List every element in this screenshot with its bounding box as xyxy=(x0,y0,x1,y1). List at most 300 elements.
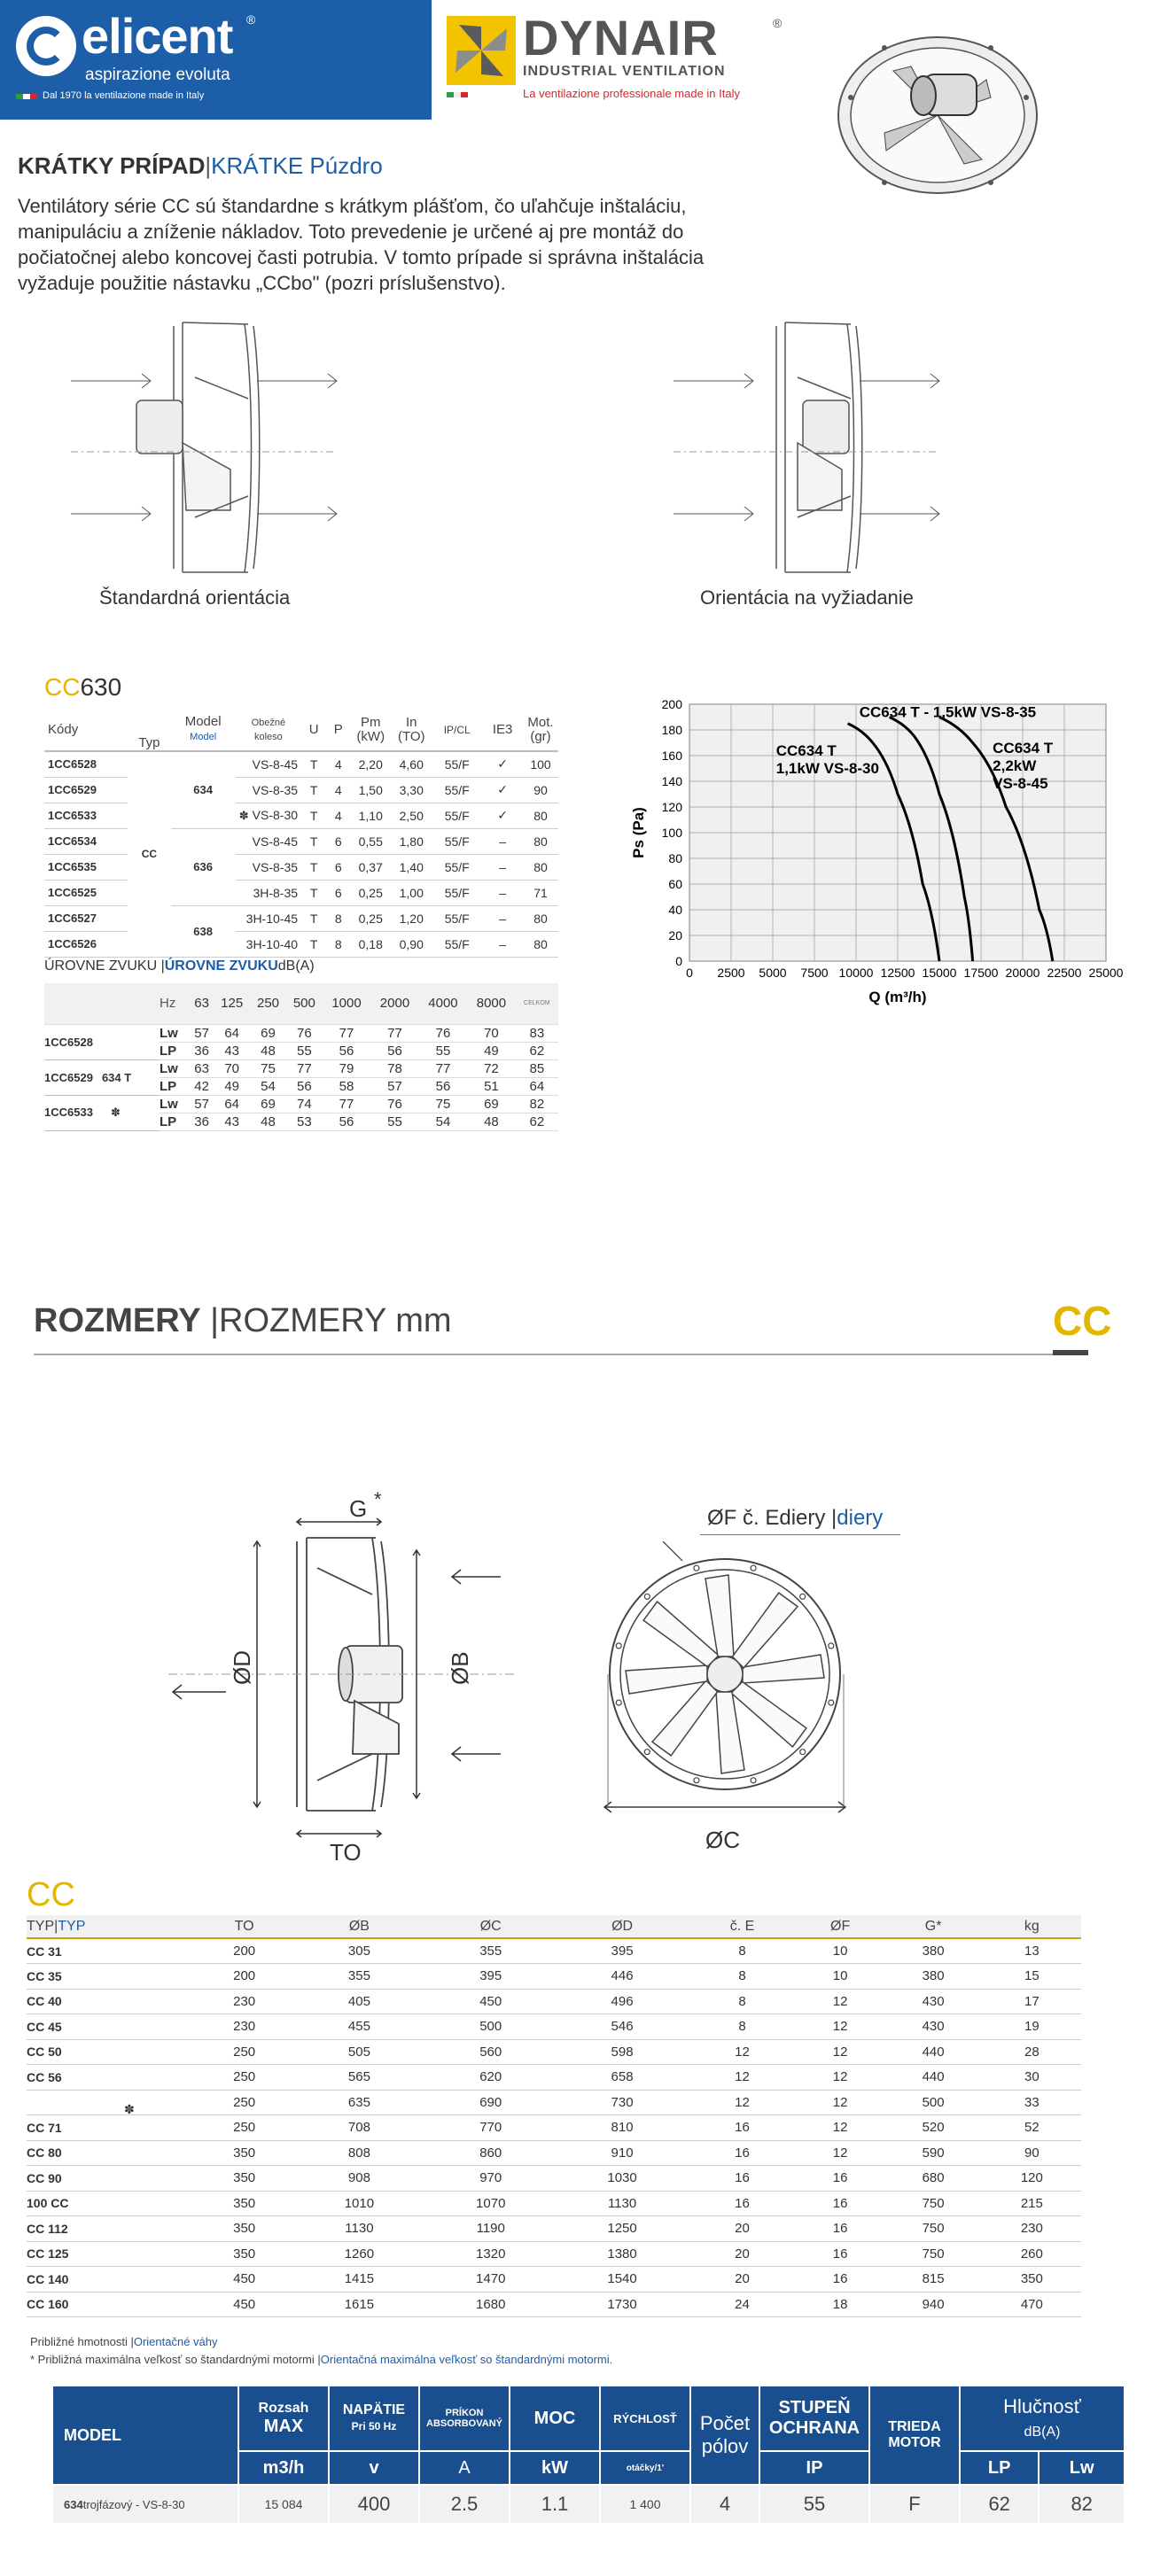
dims-badge: CC xyxy=(1053,1298,1112,1344)
mt-speed: 1 400 xyxy=(600,2485,690,2524)
dims-type: CC 71 xyxy=(27,2115,195,2141)
dims-value: 20 xyxy=(688,2216,797,2242)
spec-u: T xyxy=(301,803,326,828)
model-table xyxy=(51,2385,1125,2525)
mt-power: 1.1 xyxy=(510,2485,600,2524)
chart-annotation: CC634 T xyxy=(775,742,837,759)
dims-table xyxy=(27,1915,1081,2317)
noise-value: 42 xyxy=(190,1077,214,1095)
caption-standard: Štandardná orientácia xyxy=(99,586,291,609)
dims-value: 12 xyxy=(797,1989,884,2014)
spec-ip: 55/F xyxy=(432,905,482,931)
mounting-hole xyxy=(616,1700,621,1705)
noise-value: 63 xyxy=(190,1059,214,1077)
mt-h-volt xyxy=(329,2386,419,2451)
mt-h-prot-a: STUPEŇ xyxy=(778,2398,851,2417)
elicent-e-icon xyxy=(16,16,76,76)
spec-table xyxy=(44,709,558,958)
dims-value: 12 xyxy=(797,2090,884,2115)
noise-band: 250 xyxy=(250,983,286,1024)
mt-h-range-b: MAX xyxy=(263,2416,304,2436)
performance-chart xyxy=(620,687,1134,1014)
spec-p: 8 xyxy=(326,931,350,957)
spec-code: 1CC6535 xyxy=(44,854,128,880)
dims-value: 1415 xyxy=(293,2267,424,2293)
mounting-hole xyxy=(829,1700,834,1705)
dims-value: 440 xyxy=(884,2039,982,2065)
th-model-label: Model xyxy=(184,714,222,729)
spec-pm: 2,20 xyxy=(350,751,391,777)
noise-value: 56 xyxy=(323,1113,370,1130)
chart-annotation: CC634 T xyxy=(993,740,1054,757)
spec-ie3: ✓ xyxy=(482,751,523,777)
noise-value: 69 xyxy=(250,1024,286,1042)
chart-xtick: 5000 xyxy=(759,966,787,980)
label-f xyxy=(707,1506,883,1531)
dims-value: 8 xyxy=(688,1989,797,2014)
label-f-holes: diery xyxy=(779,1506,826,1530)
dims-type: CC 31 xyxy=(27,1938,195,1964)
chart-ytick: 40 xyxy=(668,903,682,917)
dims-value: 350 xyxy=(195,2241,293,2267)
note1-b: Orientačné váhy xyxy=(133,2335,218,2348)
dims-rule-accent xyxy=(1053,1350,1088,1355)
spec-title-prefix: CC xyxy=(44,673,81,701)
fan-blade xyxy=(643,1602,719,1667)
chart-xtick: 22500 xyxy=(1047,966,1082,980)
mt-volt: 400 xyxy=(329,2485,419,2524)
th-in: In (TO) xyxy=(391,709,432,751)
th-kg: kg xyxy=(983,1915,1081,1938)
mt-class: F xyxy=(869,2485,960,2524)
label-d: ØD xyxy=(229,1650,255,1685)
mt-lp: 62 xyxy=(960,2485,1039,2524)
dims-value: 940 xyxy=(884,2292,982,2317)
mt-model-rest: trojfázový - VS-8-30 xyxy=(82,2497,185,2511)
noise-value: 76 xyxy=(419,1024,467,1042)
noise-kind: Lw xyxy=(160,1024,190,1042)
intro-line: počiatočnej alebo koncovej časti potrubia. V tomto prípade si správna inštalácia xyxy=(18,246,705,268)
spec-code: 1CC6534 xyxy=(44,828,128,854)
dims-value: 250 xyxy=(195,2039,293,2065)
dims-value: 350 xyxy=(195,2216,293,2242)
dims-value: 305 xyxy=(293,1938,424,1964)
dynair-logo xyxy=(443,9,815,106)
dims-value: 20 xyxy=(688,2267,797,2293)
noise-value: 82 xyxy=(516,1095,558,1113)
spec-wheel: 3H-10-45 xyxy=(245,911,299,926)
noise-title-b: ÚROVNE ZVUKU xyxy=(164,958,278,974)
spec-wheel-cell xyxy=(236,803,301,828)
spec-pm: 0,25 xyxy=(350,880,391,905)
spec-wheel: 3H-10-40 xyxy=(245,936,299,951)
mt-u-amp: A xyxy=(419,2451,510,2485)
dims-value: 750 xyxy=(884,2216,982,2242)
dynair-name: DYNAIR xyxy=(523,10,719,66)
mounting-hole xyxy=(694,1778,699,1783)
spec-row xyxy=(44,777,558,803)
noise-row xyxy=(44,1095,558,1113)
th-u: U xyxy=(301,709,326,751)
chart-ytick: 120 xyxy=(661,800,682,814)
dynair-pinwheel-icon xyxy=(447,16,516,85)
dims-value: 20 xyxy=(688,2241,797,2267)
mt-h-prot-b: OCHRANA xyxy=(768,2418,860,2438)
chart-ytick: 200 xyxy=(661,697,682,711)
dims-row xyxy=(27,1938,1081,1964)
dims-type: CC 45 xyxy=(27,2014,195,2040)
spec-ip: 55/F xyxy=(432,828,482,854)
elicent-since: Dal 1970 la ventilazione made in Italy xyxy=(43,90,205,101)
mt-h-speed: RÝCHLOSŤ xyxy=(600,2386,690,2451)
th-f: ØF xyxy=(797,1915,884,1938)
noise-title xyxy=(44,958,315,974)
spec-mot: 71 xyxy=(523,880,558,905)
dims-value: 500 xyxy=(425,2014,557,2040)
dims-type: CC 56 xyxy=(27,2065,195,2091)
noise-code: 1CC6528 xyxy=(44,1035,93,1049)
dims-value: 120 xyxy=(983,2166,1081,2192)
dims-title-sep: | xyxy=(210,1302,220,1339)
dynair-tagline: INDUSTRIAL VENTILATION xyxy=(523,64,726,79)
dims-value: 1010 xyxy=(293,2191,424,2216)
noise-title-a: ÚROVNE ZVUKU xyxy=(44,958,158,974)
dims-type xyxy=(27,2090,195,2115)
dims-value: 810 xyxy=(557,2115,688,2141)
th-type: Typ xyxy=(128,709,170,751)
dims-rule xyxy=(34,1354,1053,1355)
dims-value: 750 xyxy=(884,2191,982,2216)
spec-in: 1,40 xyxy=(391,854,432,880)
noise-value: 76 xyxy=(370,1095,418,1113)
noise-mark: ✽ xyxy=(110,1106,121,1119)
dims-value: 470 xyxy=(983,2292,1081,2317)
spec-in: 0,90 xyxy=(391,931,432,957)
dims-value: 33 xyxy=(983,2090,1081,2115)
note2-b: Orientačná maximálna veľkosť so štandardnými motormi. xyxy=(320,2353,613,2366)
dims-value: 680 xyxy=(884,2166,982,2192)
label-f-holes-alt: diery xyxy=(837,1506,884,1530)
th-e: č. E xyxy=(688,1915,797,1938)
noise-value: 43 xyxy=(214,1042,250,1059)
dims-value: 355 xyxy=(293,1964,424,1990)
dims-row xyxy=(27,2115,1081,2141)
mounting-hole xyxy=(751,1565,756,1571)
spec-wheel: VS-8-30 xyxy=(252,808,299,822)
th-b: ØB xyxy=(293,1915,424,1938)
dims-mark: ✽ xyxy=(124,2102,135,2117)
dims-title-b: ROZMERY mm xyxy=(219,1302,452,1339)
mt-h-class xyxy=(869,2386,960,2485)
spec-wheel-cell xyxy=(236,854,301,880)
mt-h-noise xyxy=(960,2386,1125,2451)
spec-title xyxy=(44,673,121,702)
spec-in: 2,50 xyxy=(391,803,432,828)
dims-value: 12 xyxy=(688,2039,797,2065)
spec-wheel-cell xyxy=(236,828,301,854)
noise-code-cell xyxy=(44,1024,160,1059)
noise-value: 55 xyxy=(286,1042,323,1059)
dims-value: 350 xyxy=(195,2140,293,2166)
dims-value: 1730 xyxy=(557,2292,688,2317)
mounting-hole xyxy=(694,1565,699,1571)
dims-value: 590 xyxy=(884,2140,982,2166)
mt-u-range: m3/h xyxy=(238,2451,329,2485)
spec-code: 1CC6529 xyxy=(44,777,128,803)
noise-value: 62 xyxy=(516,1113,558,1130)
note2-a: * Približná maximálna veľkosť so štandardnými motormi xyxy=(30,2353,315,2366)
mt-h-class-b: MOTOR xyxy=(888,2435,941,2450)
mt-h-class-a: TRIEDA xyxy=(888,2419,941,2434)
spec-pm: 1,10 xyxy=(350,803,391,828)
label-f-main: ØF č. E xyxy=(707,1506,780,1530)
dims-value: 430 xyxy=(884,1989,982,2014)
dims-table-title: CC xyxy=(27,1876,75,1913)
spec-row xyxy=(44,905,558,931)
dims-value: 1615 xyxy=(293,2292,424,2317)
mt-h-noise-b: dB(A) xyxy=(1024,2425,1061,2440)
noise-value: 57 xyxy=(190,1024,214,1042)
dims-type: 100 CC xyxy=(27,2191,195,2216)
dims-row xyxy=(27,2090,1081,2115)
spec-wheel-cell xyxy=(236,751,301,777)
mt-h-model: MODEL xyxy=(52,2386,238,2485)
dims-side-drawing xyxy=(160,1488,549,1860)
dims-value: 1070 xyxy=(425,2191,557,2216)
spec-ie3: – xyxy=(482,931,523,957)
noise-kind: Lw xyxy=(160,1059,190,1077)
spec-in: 3,30 xyxy=(391,777,432,803)
dims-value: 24 xyxy=(688,2292,797,2317)
dims-note-2 xyxy=(30,2353,612,2366)
dims-type: CC 112 xyxy=(27,2216,195,2242)
noise-table xyxy=(44,983,558,1131)
noise-value: 49 xyxy=(467,1042,515,1059)
chart-xtick: 17500 xyxy=(963,966,999,980)
dims-value: 730 xyxy=(557,2090,688,2115)
dims-value: 658 xyxy=(557,2065,688,2091)
label-to: TO xyxy=(330,1839,362,1866)
mt-h-amp xyxy=(419,2386,510,2451)
dims-value: 16 xyxy=(797,2241,884,2267)
spec-pm: 1,50 xyxy=(350,777,391,803)
noise-value: 55 xyxy=(419,1042,467,1059)
spec-pm: 0,25 xyxy=(350,905,391,931)
spec-pm: 0,37 xyxy=(350,854,391,880)
dims-value: 90 xyxy=(983,2140,1081,2166)
mounting-hole xyxy=(616,1643,621,1649)
noise-code-cell xyxy=(44,1095,160,1130)
spec-type: CC xyxy=(128,751,170,957)
noise-value: 78 xyxy=(370,1059,418,1077)
th-model xyxy=(171,709,236,751)
dims-row xyxy=(27,2140,1081,2166)
dims-value: 1130 xyxy=(293,2216,424,2242)
spec-code: 1CC6533 xyxy=(44,803,128,828)
dims-value: 860 xyxy=(425,2140,557,2166)
note2-sep: | xyxy=(317,2353,321,2366)
spec-code: 1CC6525 xyxy=(44,880,128,905)
mounting-hole xyxy=(829,1643,834,1649)
dims-value: 450 xyxy=(195,2292,293,2317)
noise-value: 83 xyxy=(516,1024,558,1042)
dims-type: CC 90 xyxy=(27,2166,195,2192)
dims-value: 12 xyxy=(688,2090,797,2115)
noise-row xyxy=(44,1059,558,1077)
mt-h-noise-a: Hlučnosť xyxy=(1003,2395,1081,2417)
noise-band: 2000 xyxy=(370,983,418,1024)
spec-p: 4 xyxy=(326,803,350,828)
spec-mark: ✽ xyxy=(238,809,249,822)
spec-p: 6 xyxy=(326,880,350,905)
dims-value: 16 xyxy=(688,2140,797,2166)
dims-value: 12 xyxy=(797,2140,884,2166)
dims-value: 350 xyxy=(983,2267,1081,2293)
noise-value: 79 xyxy=(323,1059,370,1077)
dims-value: 690 xyxy=(425,2090,557,2115)
noise-band: 8000 xyxy=(467,983,515,1024)
dims-value: 450 xyxy=(195,2267,293,2293)
spec-wheel-cell xyxy=(236,777,301,803)
spec-wheel: VS-8-45 xyxy=(252,757,299,772)
dims-value: 455 xyxy=(293,2014,424,2040)
noise-value: 76 xyxy=(286,1024,323,1042)
spec-wheel-cell xyxy=(236,880,301,905)
dims-value: 1130 xyxy=(557,2191,688,2216)
th-typ-sep: | xyxy=(54,1918,58,1934)
spec-code: 1CC6528 xyxy=(44,751,128,777)
dims-value: 16 xyxy=(797,2267,884,2293)
noise-code: 1CC6529 xyxy=(44,1070,93,1084)
th-typ xyxy=(27,1915,195,1938)
dims-value: 496 xyxy=(557,1989,688,2014)
noise-value: 64 xyxy=(516,1077,558,1095)
dims-value: 750 xyxy=(884,2241,982,2267)
spec-in: 1,00 xyxy=(391,880,432,905)
dims-value: 380 xyxy=(884,1964,982,1990)
intro-title-sep: | xyxy=(205,152,212,179)
th-to: TO xyxy=(195,1915,293,1938)
dims-value: 970 xyxy=(425,2166,557,2192)
mt-h-amp-a: PRÍKON xyxy=(445,2408,484,2418)
spec-row xyxy=(44,880,558,905)
noise-value: 54 xyxy=(419,1113,467,1130)
dynair-sub: La ventilazione professionale made in Italy xyxy=(523,87,740,100)
noise-value: 56 xyxy=(370,1042,418,1059)
th-g: G* xyxy=(884,1915,982,1938)
elicent-name: elicent xyxy=(82,8,233,64)
dims-value: 815 xyxy=(884,2267,982,2293)
dims-row xyxy=(27,2014,1081,2040)
mt-h-range-a: Rozsah xyxy=(258,2400,309,2416)
spec-wheel: 3H-8-35 xyxy=(253,885,299,900)
noise-band: 4000 xyxy=(419,983,467,1024)
elicent-reg: ® xyxy=(246,12,256,27)
noise-value: 64 xyxy=(214,1024,250,1042)
chart-xtick: 12500 xyxy=(880,966,915,980)
spec-model: 636 xyxy=(171,828,236,905)
mt-amp: 2.5 xyxy=(419,2485,510,2524)
mt-model-bold: 634 xyxy=(64,2497,83,2511)
spec-ie3: – xyxy=(482,905,523,931)
intro-line: vyžaduje použitie nástavku „CCbo" (pozri príslušenstvo). xyxy=(18,272,506,294)
intro-title xyxy=(18,152,383,180)
chart-xlabel: Q (m³/h) xyxy=(868,989,927,1005)
mounting-hole xyxy=(751,1778,756,1783)
dims-value: 13 xyxy=(983,1938,1081,1964)
dims-value: 12 xyxy=(797,2014,884,2040)
label-g-star: * xyxy=(374,1488,382,1510)
spec-mot: 80 xyxy=(523,931,558,957)
intro-line: Ventilátory série CC sú štandardne s krátkym plášťom, čo uľahčuje inštaláciu, xyxy=(18,195,687,217)
dims-value: 12 xyxy=(797,2115,884,2141)
noise-value: 62 xyxy=(516,1042,558,1059)
dims-value: 8 xyxy=(688,1938,797,1964)
dims-value: 200 xyxy=(195,1938,293,1964)
dims-value: 30 xyxy=(983,2065,1081,2091)
spec-u: T xyxy=(301,828,326,854)
th-ie3: IE3 xyxy=(482,709,523,751)
dims-value: 12 xyxy=(797,2065,884,2091)
th-c: ØC xyxy=(425,1915,557,1938)
th-typ-alt: TYP xyxy=(58,1918,86,1934)
dims-row xyxy=(27,2166,1081,2192)
noise-value: 74 xyxy=(286,1095,323,1113)
spec-wheel-cell xyxy=(236,905,301,931)
dims-value: 598 xyxy=(557,2039,688,2065)
spec-u: T xyxy=(301,931,326,957)
noise-value: 48 xyxy=(250,1113,286,1130)
spec-row xyxy=(44,803,558,828)
chart-annotation: 2,2kW xyxy=(993,757,1037,775)
mt-u-lp: LP xyxy=(960,2451,1039,2485)
mt-u-prot: IP xyxy=(759,2451,869,2485)
dims-type: CC 160 xyxy=(27,2292,195,2317)
dims-value: 620 xyxy=(425,2065,557,2091)
spec-ip: 55/F xyxy=(432,931,482,957)
dims-value: 230 xyxy=(195,2014,293,2040)
th-pm: Pm (kW) xyxy=(350,709,391,751)
noise-value: 56 xyxy=(286,1077,323,1095)
mt-row xyxy=(52,2485,1125,2524)
noise-value: 70 xyxy=(467,1024,515,1042)
spec-in: 1,80 xyxy=(391,828,432,854)
noise-value: 77 xyxy=(370,1024,418,1042)
chart-annotation: 1,1kW VS-8-30 xyxy=(775,760,879,777)
th-wheel: Obežné koleso xyxy=(236,709,301,751)
mt-h-power: MOC xyxy=(510,2386,600,2451)
noise-value: 56 xyxy=(323,1042,370,1059)
noise-value: 77 xyxy=(323,1095,370,1113)
mt-u-power: kW xyxy=(510,2451,600,2485)
dims-value: 8 xyxy=(688,1964,797,1990)
th-model-sub: Model xyxy=(190,732,217,742)
spec-wheel: VS-8-45 xyxy=(252,834,299,849)
dims-value: 405 xyxy=(293,1989,424,2014)
dims-value: 440 xyxy=(884,2065,982,2091)
spec-p: 4 xyxy=(326,751,350,777)
dims-value: 446 xyxy=(557,1964,688,1990)
intro-paragraph xyxy=(18,193,798,296)
dims-value: 15 xyxy=(983,1964,1081,1990)
spec-ie3: – xyxy=(482,880,523,905)
noise-value: 51 xyxy=(467,1077,515,1095)
noise-value: 36 xyxy=(190,1042,214,1059)
noise-value: 48 xyxy=(467,1113,515,1130)
spec-row xyxy=(44,931,558,957)
spec-mot: 90 xyxy=(523,777,558,803)
mt-prot: 55 xyxy=(759,2485,869,2524)
